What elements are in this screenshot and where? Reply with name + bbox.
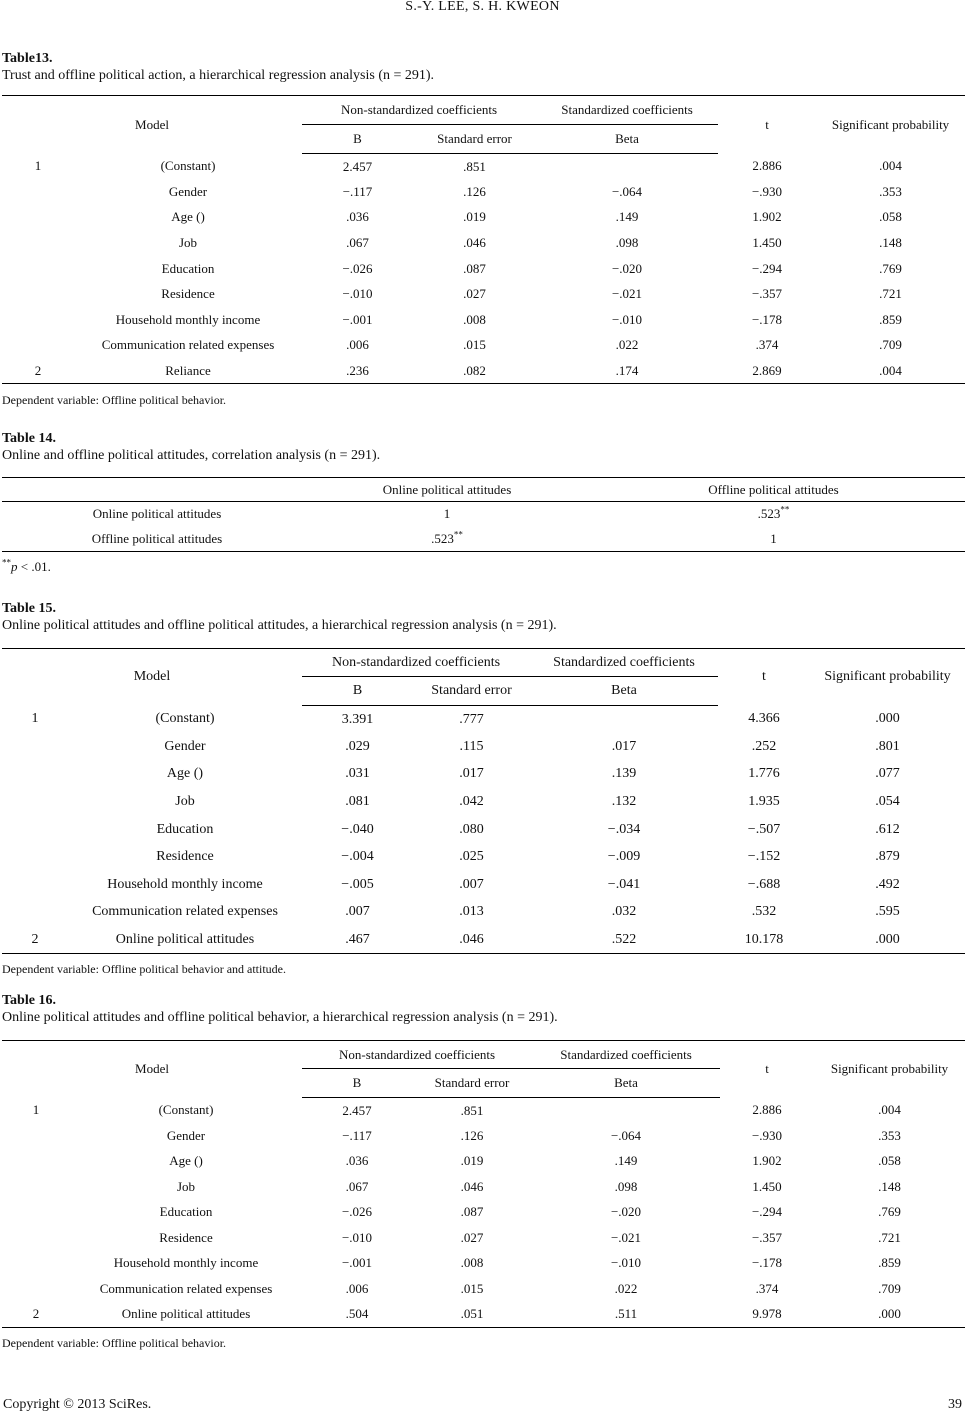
t-value: 2.869 — [718, 358, 816, 384]
se-value: .115 — [459, 738, 484, 754]
beta-value: −.010 — [611, 311, 643, 327]
b-value: .007 — [345, 904, 370, 920]
table15 — [2, 648, 965, 954]
table-row — [2, 1302, 965, 1328]
se-value: .025 — [459, 849, 484, 865]
beta-value: −.010 — [610, 1255, 642, 1271]
b-value: .029 — [345, 738, 370, 754]
variable-name: Household monthly income — [113, 1255, 259, 1271]
corr-header-online: Online political attitudes — [312, 478, 582, 502]
t-value: 4.366 — [748, 711, 780, 727]
model-number: 1 — [32, 1102, 40, 1118]
beta-value: −.041 — [607, 876, 641, 892]
corr-cell: 1 — [582, 527, 965, 552]
table14-caption — [2, 430, 965, 464]
sig-value: .859 — [878, 1255, 901, 1271]
variable-name: Job — [175, 794, 195, 810]
model-number: 1 — [31, 711, 39, 727]
t-value: −.357 — [751, 1229, 783, 1245]
table-row — [2, 843, 965, 871]
beta-value: .149 — [614, 1153, 638, 1169]
variable-name: Communication related expenses — [92, 904, 278, 920]
se-value: .027 — [460, 1229, 484, 1245]
model-number — [2, 733, 68, 761]
b-value: −.040 — [341, 821, 374, 837]
table-row — [2, 761, 965, 789]
table14 — [2, 477, 965, 552]
b-value: .081 — [345, 794, 370, 810]
header-sig: Significant probability — [810, 649, 965, 706]
table16-note: Dependent variable: Offline political behavior. — [2, 1335, 227, 1350]
sig-value: .879 — [875, 849, 900, 865]
model-number — [2, 871, 68, 899]
table16-block — [2, 992, 965, 1350]
table13-caption — [2, 50, 965, 84]
header-t: t — [720, 1041, 814, 1098]
table-row — [2, 281, 965, 307]
corr-row-label: Online political attitudes — [92, 506, 222, 522]
t-value: −.294 — [751, 260, 783, 276]
variable-name: Education — [159, 1204, 213, 1220]
b-value: .467 — [302, 926, 413, 954]
header-sig: Significant probability — [816, 96, 965, 154]
b-value: 2.457 — [342, 1102, 372, 1118]
header-se: Standard error — [412, 1069, 532, 1098]
sig-value: .004 — [816, 358, 965, 384]
t-value: .252 — [751, 738, 777, 754]
se-value: .126 — [460, 1127, 484, 1143]
se-value: .851 — [463, 158, 486, 174]
table-row — [2, 205, 965, 231]
b-value: −.001 — [342, 311, 373, 327]
se-value: .017 — [459, 766, 484, 782]
table15-note: Dependent variable: Offline political behavior and attitude. — [2, 962, 287, 977]
table-row — [2, 926, 965, 954]
table-row — [2, 1251, 965, 1277]
copyright: Copyright © 2013 SciRes. — [3, 1397, 152, 1412]
b-value: .036 — [346, 209, 369, 225]
running-head: S.-Y. LEE, S. H. KWEON — [405, 0, 560, 14]
header-std: Standardized coefficients — [532, 1041, 720, 1069]
b-value: 3.391 — [341, 711, 374, 727]
model-number — [2, 1276, 70, 1302]
beta-value — [536, 154, 718, 180]
variable-name: (Constant) — [155, 711, 215, 727]
model-number — [2, 205, 74, 231]
model-number — [2, 1174, 70, 1200]
b-value: −.010 — [342, 286, 373, 302]
header-beta: Beta — [532, 1069, 720, 1098]
variable-name: Education — [161, 260, 215, 276]
beta-value — [530, 706, 718, 734]
table13-note: Dependent variable: Offline political behavior. — [2, 393, 227, 408]
se-value: .046 — [460, 1178, 484, 1194]
se-value: .126 — [463, 183, 486, 199]
sig-value: .801 — [875, 738, 900, 754]
variable-name: (Constant) — [160, 158, 216, 174]
header-model: Model — [2, 649, 302, 706]
beta-value: −.064 — [611, 183, 643, 199]
table16-caption-text: Online political attitudes and offline political behavior, a hierarchical regression analysis (n = 291). — [2, 1010, 558, 1025]
se-value: .042 — [459, 794, 484, 810]
model-number — [2, 281, 74, 307]
model-number — [2, 816, 68, 844]
sig-value: .004 — [878, 1102, 901, 1118]
b-value: .067 — [346, 235, 369, 251]
table16 — [2, 1040, 965, 1328]
table13 — [2, 95, 965, 384]
table-row — [2, 256, 965, 282]
table-row — [2, 358, 965, 384]
model-number — [2, 1200, 70, 1226]
variable-name: Residence — [156, 849, 214, 865]
t-value: −.357 — [751, 286, 783, 302]
se-value: .082 — [413, 358, 536, 384]
table13-block — [2, 50, 965, 407]
corr-header-offline: Offline political attitudes — [582, 478, 965, 502]
t-value: 10.178 — [718, 926, 810, 954]
table-row — [2, 1123, 965, 1149]
table16-caption — [2, 992, 965, 1026]
model-number: 2 — [2, 926, 68, 954]
sig-value: .612 — [875, 821, 900, 837]
table-row — [2, 1200, 965, 1226]
t-value: −.930 — [751, 1127, 783, 1143]
sig-value: .000 — [810, 926, 965, 954]
beta-value: .149 — [615, 209, 639, 225]
corr-cell: .523** — [757, 504, 790, 522]
table-row — [2, 154, 965, 180]
table-row — [2, 502, 965, 527]
header-b: B — [302, 1069, 412, 1098]
variable-name: Gender — [166, 1127, 206, 1143]
t-value: −.930 — [751, 183, 783, 199]
se-value: .080 — [459, 821, 484, 837]
variable-name: (Constant) — [158, 1102, 214, 1118]
se-value: .046 — [413, 926, 530, 954]
variable-name: Online political attitudes — [68, 926, 302, 954]
model-number — [2, 256, 74, 282]
b-value: .006 — [345, 1280, 369, 1296]
variable-name: Gender — [164, 738, 206, 754]
model-number: 1 — [34, 158, 42, 174]
sig-value: .004 — [879, 158, 902, 174]
table-row — [2, 527, 965, 552]
table16-label: Table 16. — [2, 993, 56, 1008]
se-value: .008 — [463, 311, 486, 327]
table15-block — [2, 600, 965, 976]
model-number — [2, 899, 68, 927]
t-value: .374 — [755, 1280, 779, 1296]
se-value: .008 — [460, 1255, 484, 1271]
table-row — [2, 1174, 965, 1200]
corr-header-empty — [2, 478, 312, 502]
beta-value: −.020 — [611, 260, 643, 276]
model-number — [2, 1225, 70, 1251]
model-number — [2, 788, 68, 816]
variable-name: Reliance — [74, 358, 302, 384]
beta-value: .098 — [614, 1178, 638, 1194]
header-nonstd: Non-standardized coefficients — [302, 1041, 532, 1069]
corr-cell: 1 — [443, 506, 451, 522]
sig-value: .000 — [814, 1302, 965, 1328]
table-row — [2, 230, 965, 256]
b-value: .006 — [346, 337, 369, 353]
variable-name: Education — [156, 821, 214, 837]
header-std: Standardized coefficients — [530, 649, 718, 677]
model-number — [2, 1251, 70, 1277]
beta-value: .098 — [615, 235, 639, 251]
t-value: 1.450 — [752, 1178, 782, 1194]
b-value: −.117 — [342, 183, 373, 199]
model-number — [2, 179, 74, 205]
header-model: Model — [2, 96, 302, 154]
header-b: B — [302, 125, 413, 154]
beta-value: .511 — [532, 1302, 720, 1328]
t-value: 1.450 — [752, 235, 782, 251]
t-value: −.688 — [747, 876, 781, 892]
beta-value: −.021 — [610, 1229, 642, 1245]
variable-name: Job — [176, 1178, 196, 1194]
beta-value: −.034 — [607, 821, 641, 837]
table-row — [2, 333, 965, 359]
header-t: t — [718, 649, 810, 706]
table-row — [2, 307, 965, 333]
se-value: .087 — [463, 260, 486, 276]
header-t: t — [718, 96, 816, 154]
sig-value: .595 — [875, 904, 900, 920]
model-number — [2, 1123, 70, 1149]
beta-value: −.020 — [610, 1204, 642, 1220]
variable-name: Residence — [161, 286, 215, 302]
beta-value: .032 — [611, 904, 637, 920]
corr-cell: .523** — [312, 527, 582, 552]
sig-value: .709 — [879, 337, 902, 353]
t-value: 1.776 — [748, 766, 780, 782]
sig-value: .054 — [875, 794, 900, 810]
sig-value: .000 — [875, 711, 900, 727]
table-row — [2, 706, 965, 734]
b-value: −.001 — [341, 1255, 373, 1271]
sig-value: .058 — [879, 209, 902, 225]
t-value: 1.902 — [752, 209, 782, 225]
beta-value: −.021 — [611, 286, 643, 302]
table-row — [2, 871, 965, 899]
table-row — [2, 1276, 965, 1302]
t-value: −.294 — [751, 1204, 783, 1220]
model-number — [2, 761, 68, 789]
sig-value: .353 — [879, 183, 902, 199]
table13-label: Table13. — [2, 51, 53, 66]
model-number: 2 — [2, 1302, 70, 1328]
se-value: .007 — [459, 876, 484, 892]
beta-value: −.009 — [607, 849, 641, 865]
table-row — [2, 816, 965, 844]
se-value: .013 — [459, 904, 484, 920]
se-value: .777 — [459, 711, 484, 727]
sig-value: .721 — [878, 1229, 901, 1245]
beta-value: .022 — [615, 337, 639, 353]
table-row — [2, 1225, 965, 1251]
se-value: .851 — [460, 1102, 484, 1118]
sig-value: .709 — [878, 1280, 901, 1296]
b-value: .036 — [345, 1153, 369, 1169]
variable-name: Communication related expenses — [101, 337, 275, 353]
variable-name: Residence — [159, 1229, 213, 1245]
sig-value: .353 — [878, 1127, 901, 1143]
table14-caption-text: Online and offline political attitudes, correlation analysis (n = 291). — [2, 448, 381, 463]
table15-caption — [2, 600, 965, 634]
header-beta: Beta — [530, 677, 718, 706]
model-number — [2, 230, 74, 256]
beta-value — [532, 1098, 720, 1124]
variable-name: Communication related expenses — [99, 1280, 273, 1296]
se-value: .019 — [463, 209, 486, 225]
variable-name: Household monthly income — [107, 876, 263, 892]
sig-value: .148 — [878, 1178, 901, 1194]
model-number — [2, 843, 68, 871]
b-value: −.117 — [342, 1127, 372, 1143]
table14-block — [2, 430, 965, 574]
t-value: 1.902 — [752, 1153, 782, 1169]
variable-name: Age () — [171, 209, 205, 225]
se-value: .027 — [463, 286, 486, 302]
beta-value: .022 — [614, 1280, 638, 1296]
b-value: .504 — [302, 1302, 412, 1328]
se-value: .046 — [463, 235, 486, 251]
se-value: .019 — [460, 1153, 484, 1169]
b-value: −.010 — [341, 1229, 373, 1245]
header-beta: Beta — [536, 125, 718, 154]
t-value: 1.935 — [748, 794, 780, 810]
se-value: .087 — [460, 1204, 484, 1220]
sig-value: .769 — [879, 260, 902, 276]
t-value: 2.886 — [752, 158, 782, 174]
variable-name: Gender — [168, 183, 208, 199]
table-row — [2, 1149, 965, 1175]
header-se: Standard error — [413, 677, 530, 706]
page-number: 39 — [948, 1397, 962, 1412]
table13-caption-text: Trust and offline political action, a hierarchical regression analysis (n = 291). — [2, 68, 435, 83]
variable-name: Age () — [169, 1153, 203, 1169]
table15-label: Table 15. — [2, 601, 56, 616]
beta-value: .017 — [611, 738, 637, 754]
t-value: −.152 — [747, 849, 781, 865]
model-number — [2, 1149, 70, 1175]
model-number — [2, 333, 74, 359]
table15-caption-text: Online political attitudes and offline political attitudes, a hierarchical regression analysis (n = 291). — [2, 618, 557, 633]
b-value: 2.457 — [342, 158, 373, 174]
header-std: Standardized coefficients — [536, 96, 718, 125]
header-b: B — [302, 677, 413, 706]
b-value: −.005 — [341, 876, 374, 892]
sig-value: .769 — [878, 1204, 901, 1220]
se-value: .015 — [460, 1280, 484, 1296]
beta-value: .522 — [530, 926, 718, 954]
t-value: 2.886 — [752, 1102, 782, 1118]
t-value: −.507 — [747, 821, 781, 837]
se-value: .051 — [412, 1302, 532, 1328]
b-value: .031 — [345, 766, 370, 782]
b-value: −.004 — [341, 849, 374, 865]
b-value: .067 — [345, 1178, 369, 1194]
sig-value: .721 — [879, 286, 902, 302]
b-value: −.026 — [341, 1204, 373, 1220]
sig-value: .148 — [879, 235, 902, 251]
table-row — [2, 733, 965, 761]
sig-value: .859 — [879, 311, 902, 327]
header-model: Model — [2, 1041, 302, 1098]
page-footer — [3, 1397, 962, 1415]
sig-value: .492 — [875, 876, 900, 892]
model-number — [2, 307, 74, 333]
corr-row-label: Offline political attitudes — [2, 527, 312, 552]
header-nonstd: Non-standardized coefficients — [302, 96, 536, 125]
sig-value: .077 — [875, 766, 900, 782]
table-row — [2, 1098, 965, 1124]
variable-name: Job — [178, 235, 198, 251]
table-row — [2, 788, 965, 816]
t-value: −.178 — [751, 1255, 783, 1271]
table-row — [2, 899, 965, 927]
table14-note: **p < .01. — [2, 557, 51, 574]
beta-value: .132 — [611, 794, 637, 810]
table-row — [2, 179, 965, 205]
sig-value: .058 — [878, 1153, 901, 1169]
b-value: .236 — [302, 358, 413, 384]
header-nonstd: Non-standardized coefficients — [302, 649, 530, 677]
t-value: .374 — [755, 337, 779, 353]
header-sig: Significant probability — [814, 1041, 965, 1098]
table14-label: Table 14. — [2, 431, 56, 446]
beta-value: .174 — [536, 358, 718, 384]
b-value: −.026 — [342, 260, 373, 276]
variable-name: Online political attitudes — [70, 1302, 302, 1328]
t-value: .532 — [751, 904, 777, 920]
beta-value: −.064 — [610, 1127, 642, 1143]
se-value: .015 — [463, 337, 486, 353]
header-se: Standard error — [413, 125, 536, 154]
variable-name: Age () — [166, 766, 204, 782]
variable-name: Household monthly income — [115, 311, 261, 327]
t-value: 9.978 — [720, 1302, 814, 1328]
model-number: 2 — [2, 358, 74, 384]
t-value: −.178 — [751, 311, 783, 327]
beta-value: .139 — [611, 766, 637, 782]
